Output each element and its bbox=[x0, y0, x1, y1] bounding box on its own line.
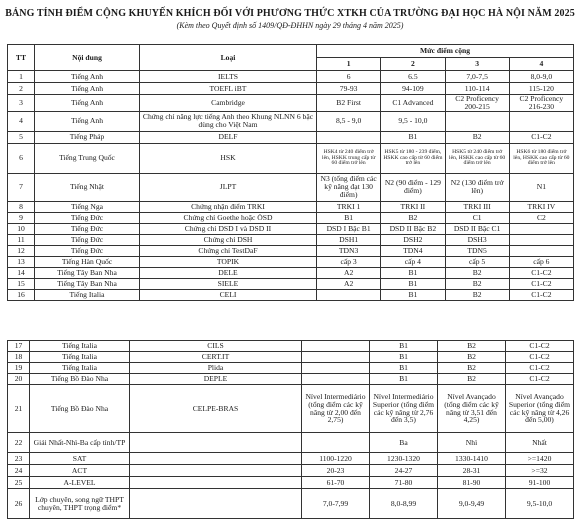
cell-loai: JLPT bbox=[140, 173, 317, 201]
cell-loai: Chứng chỉ DSH bbox=[140, 234, 317, 245]
cell-level-4: 9,5-10,0 bbox=[506, 489, 574, 519]
cell-level-4: cấp 6 bbox=[509, 256, 573, 267]
cell-level-4 bbox=[509, 245, 573, 256]
table-row bbox=[8, 212, 574, 223]
table-row bbox=[8, 245, 574, 256]
cell-level-3: DSD II Bậc C1 bbox=[445, 223, 509, 234]
cell-tt: 26 bbox=[8, 489, 30, 519]
cell-loai: CELPE-BRAS bbox=[130, 385, 302, 433]
cell-tt: 5 bbox=[8, 131, 35, 143]
table-row bbox=[8, 201, 574, 212]
cell-loai: DELE bbox=[140, 267, 317, 278]
cell-level-1: Nível Intermediário (tổng điểm các kỹ năng từ 2,00 đến 2,75) bbox=[302, 385, 370, 433]
cell-level-4: C1-C2 bbox=[506, 363, 574, 374]
cell-level-4: C2 Proficency 216-230 bbox=[509, 95, 573, 112]
document-subtitle: (Kèm theo Quyết định số 1409/QĐ-ĐHHN ngày 29 tháng 4 năm 2025) bbox=[176, 21, 404, 30]
cell-level-1 bbox=[302, 341, 370, 352]
cell-noi-dung: Tiếng Đức bbox=[35, 212, 140, 223]
table-row bbox=[8, 267, 574, 278]
cell-level-3: B2 bbox=[438, 352, 506, 363]
cell-tt: 10 bbox=[8, 223, 35, 234]
table-row bbox=[8, 363, 574, 374]
cell-loai: Chứng chỉ TestDaF bbox=[140, 245, 317, 256]
cell-noi-dung: Tiếng Nga bbox=[35, 201, 140, 212]
cell-level-3: 110-114 bbox=[445, 83, 509, 95]
header-loai: Loại bbox=[140, 45, 317, 71]
cell-noi-dung: Tiếng Anh bbox=[35, 83, 140, 95]
cell-level-1: 6 bbox=[317, 71, 381, 83]
cell-tt: 20 bbox=[8, 374, 30, 385]
table-row bbox=[8, 453, 574, 465]
cell-level-1: 7,0-7,99 bbox=[302, 489, 370, 519]
table-row bbox=[8, 477, 574, 489]
cell-tt: 7 bbox=[8, 173, 35, 201]
table-row bbox=[8, 374, 574, 385]
cell-level-3: 7,0-7,5 bbox=[445, 71, 509, 83]
cell-noi-dung: SAT bbox=[30, 453, 130, 465]
cell-level-3: B2 bbox=[438, 374, 506, 385]
cell-tt: 11 bbox=[8, 234, 35, 245]
cell-level-3: 81-90 bbox=[438, 477, 506, 489]
cell-tt: 24 bbox=[8, 465, 30, 477]
cell-level-3: B2 bbox=[445, 278, 509, 289]
cell-level-2: B1 bbox=[370, 363, 438, 374]
cell-level-2: B1 bbox=[381, 131, 445, 143]
cell-level-1 bbox=[302, 352, 370, 363]
cell-loai bbox=[130, 453, 302, 465]
cell-level-2: 9,5 - 10,0 bbox=[381, 111, 445, 131]
cell-level-2: 8,0-8,99 bbox=[370, 489, 438, 519]
cell-level-4: C1-C2 bbox=[509, 131, 573, 143]
cell-level-2: 94-109 bbox=[381, 83, 445, 95]
document-title: BẢNG TÍNH ĐIỂM CỘNG KHUYẾN KHÍCH ĐỐI VỚI PHƯƠNG THỨC XTKH CỦA TRƯỜNG ĐẠI HỌC HÀ NỘI NĂM 2025 bbox=[5, 8, 575, 19]
cell-level-1: B2 First bbox=[317, 95, 381, 112]
cell-tt: 21 bbox=[8, 385, 30, 433]
cell-level-1: B1 bbox=[317, 212, 381, 223]
cell-level-3: Nível Avançado (tổng điểm các kỹ năng từ 3,51 đến 4,25) bbox=[438, 385, 506, 433]
cell-level-1: TRKI 1 bbox=[317, 201, 381, 212]
cell-loai: CELI bbox=[140, 289, 317, 300]
cell-level-4: C1-C2 bbox=[509, 267, 573, 278]
cell-noi-dung: Tiếng Italia bbox=[30, 341, 130, 352]
cell-loai: CILS bbox=[130, 341, 302, 352]
cell-level-4: C1-C2 bbox=[506, 341, 574, 352]
cell-level-4: C1-C2 bbox=[509, 289, 573, 300]
cell-noi-dung: Giải Nhất-Nhì-Ba cấp tỉnh/TP bbox=[30, 433, 130, 453]
cell-noi-dung: Tiếng Anh bbox=[35, 71, 140, 83]
cell-level-3: cấp 5 bbox=[445, 256, 509, 267]
cell-loai: HSK bbox=[140, 143, 317, 173]
table-row bbox=[8, 143, 574, 173]
table-row bbox=[8, 173, 574, 201]
table-row bbox=[8, 489, 574, 519]
cell-level-2: C1 Advanced bbox=[381, 95, 445, 112]
cell-level-3: B2 bbox=[438, 341, 506, 352]
cell-level-1: 79-93 bbox=[317, 83, 381, 95]
cell-noi-dung: A-LEVEL bbox=[30, 477, 130, 489]
cell-level-4: >=32 bbox=[506, 465, 574, 477]
table-row bbox=[8, 289, 574, 300]
table-row bbox=[8, 131, 574, 143]
table-row bbox=[8, 71, 574, 83]
cell-loai: Chứng chỉ năng lực tiếng Anh theo Khung NLNN 6 bậc dùng cho Việt Nam bbox=[140, 111, 317, 131]
cell-noi-dung: Tiếng Tây Ban Nha bbox=[35, 267, 140, 278]
cell-loai bbox=[130, 465, 302, 477]
cell-level-3: B2 bbox=[445, 289, 509, 300]
cell-level-3: C2 Proficency 200-215 bbox=[445, 95, 509, 112]
cell-level-3: 28-31 bbox=[438, 465, 506, 477]
cell-level-1: 8,5 - 9,0 bbox=[317, 111, 381, 131]
cell-level-1: HSK4 từ 240 điểm trở lên, HSKK trung cấp từ 60 điểm trở lên bbox=[317, 143, 381, 173]
cell-tt: 25 bbox=[8, 477, 30, 489]
cell-level-1: TDN3 bbox=[317, 245, 381, 256]
cell-tt: 18 bbox=[8, 352, 30, 363]
cell-level-2: TRKI II bbox=[381, 201, 445, 212]
cell-tt: 14 bbox=[8, 267, 35, 278]
cell-noi-dung: Lớp chuyên, song ngữ THPT chuyên, THPT trọng điểm* bbox=[30, 489, 130, 519]
cell-loai: SIELE bbox=[140, 278, 317, 289]
cell-level-2: B1 bbox=[381, 289, 445, 300]
cell-level-4: 115-120 bbox=[509, 83, 573, 95]
cell-tt: 8 bbox=[8, 201, 35, 212]
cell-level-2: HSK5 từ 180 - 239 điểm, HSKK cao cấp từ 60 điểm trở lên bbox=[381, 143, 445, 173]
cell-level-1: A2 bbox=[317, 278, 381, 289]
cell-level-1: DSD I Bậc B1 bbox=[317, 223, 381, 234]
cell-level-1: 1100-1220 bbox=[302, 453, 370, 465]
table-body-part-1 bbox=[8, 71, 574, 301]
cell-level-2: Nível Intermediário Superior (tổng điểm các kỹ năng từ 2,76 đến 3,5) bbox=[370, 385, 438, 433]
cell-noi-dung: Tiếng Italia bbox=[30, 363, 130, 374]
cell-level-1: cấp 3 bbox=[317, 256, 381, 267]
header-level-1: 1 bbox=[317, 58, 381, 71]
cell-level-4: Nível Avançado Superior (tổng điểm các kỹ năng từ 4,26 đến 5,00) bbox=[506, 385, 574, 433]
table-body-part-2 bbox=[8, 341, 574, 519]
cell-loai bbox=[130, 489, 302, 519]
header-level-2: 2 bbox=[381, 58, 445, 71]
header-muc-diem-cong: Mức điểm cộng bbox=[317, 45, 574, 58]
cell-noi-dung: Tiếng Nhật bbox=[35, 173, 140, 201]
cell-noi-dung: Tiếng Bồ Đào Nha bbox=[30, 385, 130, 433]
cell-level-4 bbox=[509, 111, 573, 131]
cell-level-3: TRKI III bbox=[445, 201, 509, 212]
cell-noi-dung: Tiếng Bồ Đào Nha bbox=[30, 374, 130, 385]
cell-noi-dung: Tiếng Tây Ban Nha bbox=[35, 278, 140, 289]
table-row bbox=[8, 433, 574, 453]
cell-level-1 bbox=[317, 131, 381, 143]
cell-tt: 4 bbox=[8, 111, 35, 131]
cell-noi-dung: Tiếng Đức bbox=[35, 234, 140, 245]
cell-loai bbox=[130, 477, 302, 489]
table-row bbox=[8, 95, 574, 112]
cell-tt: 6 bbox=[8, 143, 35, 173]
header-level-4: 4 bbox=[509, 58, 573, 71]
cell-loai: Plida bbox=[130, 363, 302, 374]
cell-tt: 1 bbox=[8, 71, 35, 83]
cell-level-2: B1 bbox=[381, 267, 445, 278]
cell-level-2: 6.5 bbox=[381, 71, 445, 83]
cell-level-2: DSH2 bbox=[381, 234, 445, 245]
cell-level-4: Nhất bbox=[506, 433, 574, 453]
cell-level-4: C1-C2 bbox=[506, 352, 574, 363]
cell-tt: 3 bbox=[8, 95, 35, 112]
cell-loai: CERT.IT bbox=[130, 352, 302, 363]
cell-level-1 bbox=[302, 374, 370, 385]
cell-noi-dung: Tiếng Đức bbox=[35, 223, 140, 234]
cell-noi-dung: Tiếng Hàn Quốc bbox=[35, 256, 140, 267]
cell-level-2: B1 bbox=[370, 374, 438, 385]
table-row bbox=[8, 385, 574, 433]
cell-level-4: 8,0-9,0 bbox=[509, 71, 573, 83]
cell-level-2: Ba bbox=[370, 433, 438, 453]
cell-level-3: C1 bbox=[445, 212, 509, 223]
cell-level-4 bbox=[509, 234, 573, 245]
cell-level-1: 20-23 bbox=[302, 465, 370, 477]
cell-level-3: DSH3 bbox=[445, 234, 509, 245]
cell-loai: TOEFL iBT bbox=[140, 83, 317, 95]
cell-level-2: 71-80 bbox=[370, 477, 438, 489]
cell-tt: 17 bbox=[8, 341, 30, 352]
cell-loai: Chứng nhận điểm TRKI bbox=[140, 201, 317, 212]
cell-loai: TOPIK bbox=[140, 256, 317, 267]
cell-level-4: >=1420 bbox=[506, 453, 574, 465]
cell-loai: DELF bbox=[140, 131, 317, 143]
cell-noi-dung: Tiếng Pháp bbox=[35, 131, 140, 143]
cell-level-2: 1230-1320 bbox=[370, 453, 438, 465]
cell-level-3: TDN5 bbox=[445, 245, 509, 256]
cell-level-1 bbox=[317, 289, 381, 300]
score-table-part-1 bbox=[7, 44, 574, 301]
cell-tt: 9 bbox=[8, 212, 35, 223]
cell-noi-dung: Tiếng Italia bbox=[35, 289, 140, 300]
table-row bbox=[8, 223, 574, 234]
table-row bbox=[8, 352, 574, 363]
cell-level-4: C1-C2 bbox=[509, 278, 573, 289]
cell-tt: 19 bbox=[8, 363, 30, 374]
cell-level-2: B1 bbox=[370, 352, 438, 363]
cell-level-4: C1-C2 bbox=[506, 374, 574, 385]
cell-loai: IELTS bbox=[140, 71, 317, 83]
table-row bbox=[8, 341, 574, 352]
cell-level-1 bbox=[302, 363, 370, 374]
table-row bbox=[8, 256, 574, 267]
cell-level-1: A2 bbox=[317, 267, 381, 278]
cell-level-1: N3 (tổng điểm các kỹ năng đạt 130 điểm) bbox=[317, 173, 381, 201]
cell-level-1: 61-70 bbox=[302, 477, 370, 489]
cell-level-3: B2 bbox=[438, 363, 506, 374]
cell-level-1 bbox=[302, 433, 370, 453]
cell-level-1: DSH1 bbox=[317, 234, 381, 245]
table-row bbox=[8, 234, 574, 245]
cell-level-3: Nhì bbox=[438, 433, 506, 453]
table-row bbox=[8, 111, 574, 131]
cell-level-2: B1 bbox=[381, 278, 445, 289]
table-row bbox=[8, 465, 574, 477]
cell-noi-dung: Tiếng Anh bbox=[35, 111, 140, 131]
cell-level-4: 91-100 bbox=[506, 477, 574, 489]
header-tt: TT bbox=[8, 45, 35, 71]
cell-level-4: N1 bbox=[509, 173, 573, 201]
cell-level-2: N2 (90 điểm - 129 điểm) bbox=[381, 173, 445, 201]
cell-level-3: B2 bbox=[445, 131, 509, 143]
score-table-part-2 bbox=[7, 340, 574, 519]
cell-level-4: HSK6 từ 180 điểm trở lên, HSKK cao cấp từ 60 điểm trở lên bbox=[509, 143, 573, 173]
cell-level-2: 24-27 bbox=[370, 465, 438, 477]
table-row bbox=[8, 278, 574, 289]
cell-tt: 22 bbox=[8, 433, 30, 453]
cell-level-3: B2 bbox=[445, 267, 509, 278]
cell-level-2: TDN4 bbox=[381, 245, 445, 256]
cell-level-3: N2 (130 điểm trở lên) bbox=[445, 173, 509, 201]
cell-tt: 2 bbox=[8, 83, 35, 95]
cell-level-4 bbox=[509, 223, 573, 234]
cell-noi-dung: ACT bbox=[30, 465, 130, 477]
cell-tt: 12 bbox=[8, 245, 35, 256]
cell-level-2: B1 bbox=[370, 341, 438, 352]
cell-loai: DEPLE bbox=[130, 374, 302, 385]
cell-loai: Chứng chỉ DSD I và DSD II bbox=[140, 223, 317, 234]
cell-loai: Chứng chỉ Goethe hoặc ÖSD bbox=[140, 212, 317, 223]
cell-loai: Cambridge bbox=[140, 95, 317, 112]
cell-noi-dung: Tiếng Đức bbox=[35, 245, 140, 256]
cell-tt: 13 bbox=[8, 256, 35, 267]
cell-level-3: 9,0-9,49 bbox=[438, 489, 506, 519]
cell-tt: 23 bbox=[8, 453, 30, 465]
cell-level-3: 1330-1410 bbox=[438, 453, 506, 465]
cell-tt: 16 bbox=[8, 289, 35, 300]
cell-noi-dung: Tiếng Trung Quốc bbox=[35, 143, 140, 173]
cell-level-3: HSK5 từ 240 điểm trở lên, HSKK cao cấp từ 60 điểm trở lên bbox=[445, 143, 509, 173]
cell-loai bbox=[130, 433, 302, 453]
cell-tt: 15 bbox=[8, 278, 35, 289]
cell-level-4: C2 bbox=[509, 212, 573, 223]
table-row bbox=[8, 83, 574, 95]
cell-noi-dung: Tiếng Italia bbox=[30, 352, 130, 363]
header-row bbox=[8, 45, 574, 58]
cell-noi-dung: Tiếng Anh bbox=[35, 95, 140, 112]
header-level-3: 3 bbox=[445, 58, 509, 71]
cell-level-2: cấp 4 bbox=[381, 256, 445, 267]
cell-level-4: TRKI IV bbox=[509, 201, 573, 212]
cell-level-3 bbox=[445, 111, 509, 131]
header-noi-dung: Nội dung bbox=[35, 45, 140, 71]
cell-level-2: DSD II Bậc B2 bbox=[381, 223, 445, 234]
cell-level-2: B2 bbox=[381, 212, 445, 223]
